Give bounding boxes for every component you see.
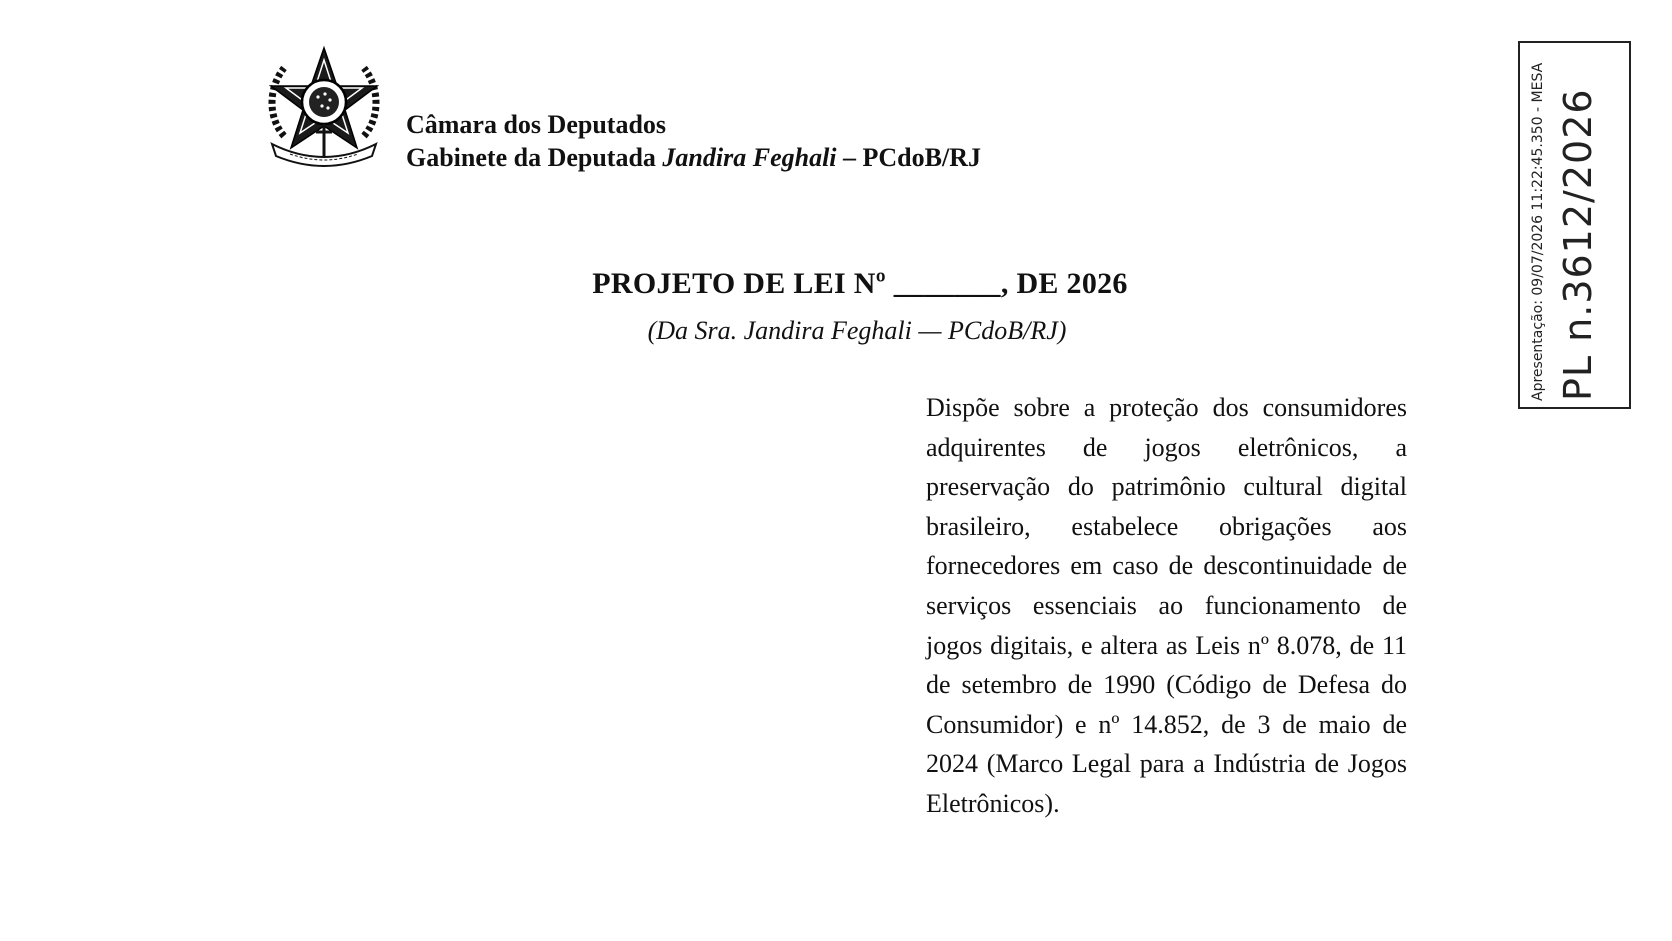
office-line — [406, 141, 981, 174]
bill-ementa: Dispõe sobre a proteção dos consumidores adquirentes de jogos eletrônicos, a preservação do patrimônio cultural digital brasileiro, estabelece obrigações aos fornecedores em caso de descontinuidade de serviços essenciais ao funcionamento de jogos digitais, e altera as Leis nº 8.078, de 11 de setembro de 1990 (Código de Defesa do Consumidor) e nº 14.852, de 3 de maio de 2024 (Marco Legal para a Indústria de Jogos Eletrônicos). — [926, 393, 1407, 818]
bill-author: (Da Sra. Jandira Feghali — PCdoB/RJ) — [647, 316, 1067, 345]
protocol-stamp-content — [1520, 43, 1630, 407]
stamp-presentation-date: Apresentação: 09/07/2026 11:22:45.350 - MESA — [1529, 62, 1546, 401]
brazil-coat-of-arms-icon — [262, 44, 386, 168]
institution-name: Câmara dos Deputados — [406, 110, 667, 139]
bill-title: PROJETO DE LEI Nº _______, DE 2026 — [592, 267, 1128, 300]
office-prefix: Gabinete da Deputada — [406, 143, 663, 172]
deputy-name: Jandira Feghali — [662, 143, 837, 172]
protocol-stamp — [1518, 41, 1631, 409]
header-text — [406, 108, 981, 174]
stamp-bill-number: PL n.3612/2026 — [1555, 88, 1600, 401]
party-suffix: – PCdoB/RJ — [836, 143, 981, 172]
